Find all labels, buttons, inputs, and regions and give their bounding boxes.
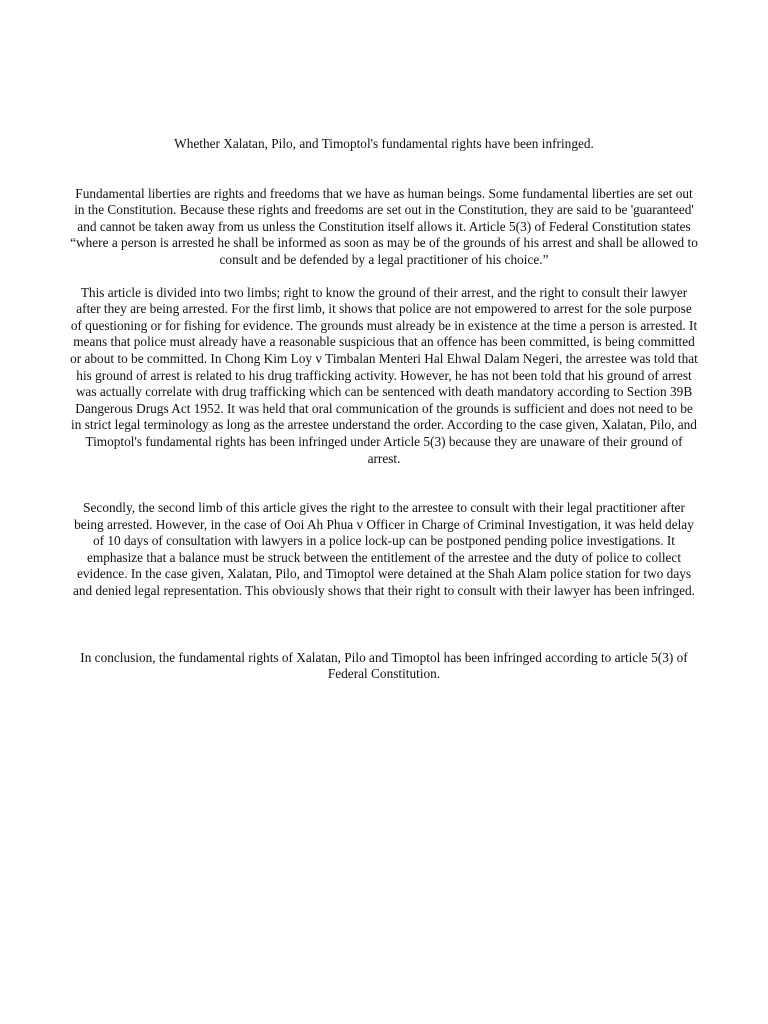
paragraph-two-limbs: This article is divided into two limbs; right to know the ground of their arrest, and the right to consult their lawyer after they are being arrested. For the first limb, it shows that police are not empowered to arrest for the sole purpose of questioning or for fishing for evidence. The grounds must already be in existence at the time a person is arrested. It means that police must already have a reasonable suspicious that an offence has been committed, is being committed or about to be committed. In Chong Kim Loy v Timbalan Menteri Hal Ehwal Dalam Negeri, the arrestee was told that his ground of arrest is related to his drug trafficking activity. However, he has not been told that his ground of arrest was actually correlate with drug trafficking which can be sentenced with death mandatory according to Section 39B Dangerous Drugs Act 1952. It was held that oral communication of the grounds is sufficient and does not need to be in strict legal terminology as long as the arrestee understand the order. According to the case given, Xalatan, Pilo, and Timoptol's fundamental rights has been infringed under Article 5(3) because they are unaware of their ground of arrest. (70, 284, 698, 466)
document-body (70, 136, 698, 683)
paragraph-conclusion: In conclusion, the fundamental rights of Xalatan, Pilo and Timoptol has been infringed according to article 5(3) of Federal Constitution. (80, 649, 688, 682)
document-title: Whether Xalatan, Pilo, and Timoptol's fundamental rights have been infringed. (174, 136, 594, 151)
paragraph-fundamental-liberties: Fundamental liberties are rights and freedoms that we have as human beings. Some fundamental liberties are set out in the Constitution. Because these rights and freedoms are set out in the Constitution, they are said to be 'guaranteed' and cannot be taken away from us unless the Constitution itself allows it. Article 5(3) of Federal Constitution states “where a person is arrested he shall be informed as soon as may be of the grounds of his arrest and shall be allowed to consult and be defended by a legal practitioner of his choice.” (70, 185, 698, 267)
paragraph-second-limb: Secondly, the second limb of this article gives the right to the arrestee to consult with their legal practitioner after being arrested. However, in the case of Ooi Ah Phua v Officer in Charge of Criminal Investigation, it was held delay of 10 days of consultation with lawyers in a police lock-up can be postponed pending police investigations. It emphasize that a balance must be struck between the entitlement of the arrestee and the duty of police to collect evidence. In the case given, Xalatan, Pilo, and Timoptol were detained at the Shah Alam police station for two days and denied legal representation. This obviously shows that their right to consult with their lawyer has been infringed. (73, 500, 695, 599)
